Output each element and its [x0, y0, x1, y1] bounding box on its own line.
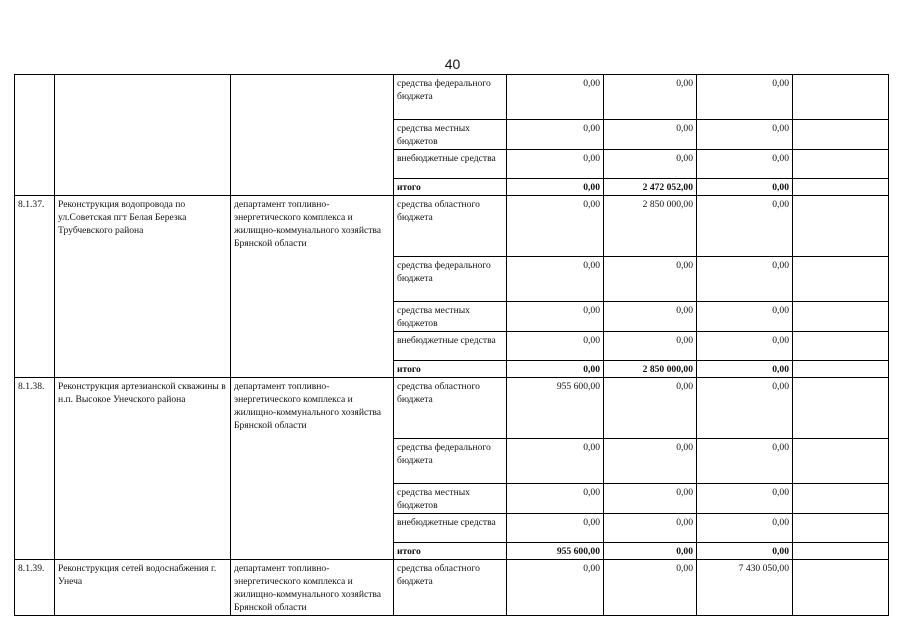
value-cell: 2 850 000,00 — [604, 196, 697, 257]
value-cell: 0,00 — [697, 361, 793, 378]
blank-cell — [793, 257, 889, 302]
value-cell: 0,00 — [604, 75, 697, 120]
name-cell: Реконструкция сетей водоснабжения г. Унеча — [55, 560, 231, 616]
name-cell — [55, 75, 231, 196]
value-cell: 0,00 — [697, 378, 793, 439]
page-number: 40 — [444, 56, 461, 72]
value-cell: 0,00 — [507, 560, 604, 616]
name-cell: Реконструкция водопровода по ул.Советская пгт Белая Березка Трубчевского района — [55, 196, 231, 378]
value-cell: 0,00 — [697, 75, 793, 120]
blank-cell — [793, 543, 889, 560]
source-cell: внебюджетные средства — [394, 150, 507, 179]
value-cell: 0,00 — [507, 257, 604, 302]
source-cell: средства областного бюджета — [394, 560, 507, 616]
value-cell: 0,00 — [697, 257, 793, 302]
table-row — [15, 75, 889, 120]
value-cell: 0,00 — [604, 150, 697, 179]
value-cell: 2 850 000,00 — [604, 361, 697, 378]
executor-cell: департамент топливно-энергетического комплекса и жилищно-коммунального хозяйства Брянской области — [231, 560, 394, 616]
value-cell: 0,00 — [697, 150, 793, 179]
value-cell: 0,00 — [604, 439, 697, 484]
source-cell: внебюджетные средства — [394, 514, 507, 543]
value-cell: 0,00 — [507, 150, 604, 179]
blank-cell — [793, 120, 889, 150]
value-cell: 0,00 — [604, 120, 697, 150]
value-cell: 955 600,00 — [507, 543, 604, 560]
value-cell: 0,00 — [604, 257, 697, 302]
value-cell: 0,00 — [507, 120, 604, 150]
value-cell: 0,00 — [697, 179, 793, 196]
value-cell: 0,00 — [507, 75, 604, 120]
source-cell: средства федерального бюджета — [394, 439, 507, 484]
table-row — [15, 378, 889, 439]
blank-cell — [793, 484, 889, 514]
value-cell: 0,00 — [604, 514, 697, 543]
value-cell: 0,00 — [604, 378, 697, 439]
source-cell: внебюджетные средства — [394, 332, 507, 361]
code-cell: 8.1.39. — [15, 560, 55, 616]
table-row — [15, 560, 889, 616]
value-cell: 0,00 — [507, 196, 604, 257]
source-cell: итого — [394, 543, 507, 560]
executor-cell — [231, 75, 394, 196]
value-cell: 0,00 — [604, 484, 697, 514]
value-cell: 0,00 — [697, 302, 793, 332]
code-cell — [15, 75, 55, 196]
blank-cell — [793, 361, 889, 378]
source-cell: средства местных бюджетов — [394, 120, 507, 150]
value-cell: 0,00 — [697, 484, 793, 514]
executor-cell: департамент топливно-энергетического комплекса и жилищно-коммунального хозяйства Брянской области — [231, 378, 394, 560]
value-cell: 0,00 — [697, 332, 793, 361]
value-cell: 0,00 — [507, 302, 604, 332]
source-cell: средства местных бюджетов — [394, 302, 507, 332]
source-cell: итого — [394, 361, 507, 378]
blank-cell — [793, 439, 889, 484]
source-cell: средства федерального бюджета — [394, 75, 507, 120]
blank-cell — [793, 196, 889, 257]
value-cell: 0,00 — [604, 543, 697, 560]
code-cell: 8.1.37. — [15, 196, 55, 378]
source-cell: средства областного бюджета — [394, 378, 507, 439]
code-cell: 8.1.38. — [15, 378, 55, 560]
blank-cell — [793, 302, 889, 332]
value-cell: 0,00 — [604, 332, 697, 361]
value-cell: 0,00 — [507, 514, 604, 543]
value-cell: 0,00 — [507, 361, 604, 378]
value-cell: 0,00 — [507, 439, 604, 484]
source-cell: средства местных бюджетов — [394, 484, 507, 514]
blank-cell — [793, 514, 889, 543]
blank-cell — [793, 378, 889, 439]
value-cell: 0,00 — [697, 514, 793, 543]
value-cell: 955 600,00 — [507, 378, 604, 439]
value-cell: 7 430 050,00 — [697, 560, 793, 616]
blank-cell — [793, 75, 889, 120]
value-cell: 0,00 — [697, 120, 793, 150]
value-cell: 0,00 — [507, 332, 604, 361]
executor-cell: департамент топливно-энергетического комплекса и жилищно-коммунального хозяйства Брянской области — [231, 196, 394, 378]
source-cell: средства областного бюджета — [394, 196, 507, 257]
source-cell: средства федерального бюджета — [394, 257, 507, 302]
value-cell: 0,00 — [507, 179, 604, 196]
table-row — [15, 196, 889, 257]
value-cell: 0,00 — [507, 484, 604, 514]
budget-table — [14, 74, 889, 616]
source-cell: итого — [394, 179, 507, 196]
blank-cell — [793, 560, 889, 616]
blank-cell — [793, 150, 889, 179]
value-cell: 2 472 052,00 — [604, 179, 697, 196]
name-cell: Реконструкция артезианской скважины в н.п. Высокое Унечского района — [55, 378, 231, 560]
value-cell: 0,00 — [697, 439, 793, 484]
value-cell: 0,00 — [604, 302, 697, 332]
blank-cell — [793, 179, 889, 196]
blank-cell — [793, 332, 889, 361]
value-cell: 0,00 — [697, 543, 793, 560]
value-cell: 0,00 — [604, 560, 697, 616]
value-cell: 0,00 — [697, 196, 793, 257]
